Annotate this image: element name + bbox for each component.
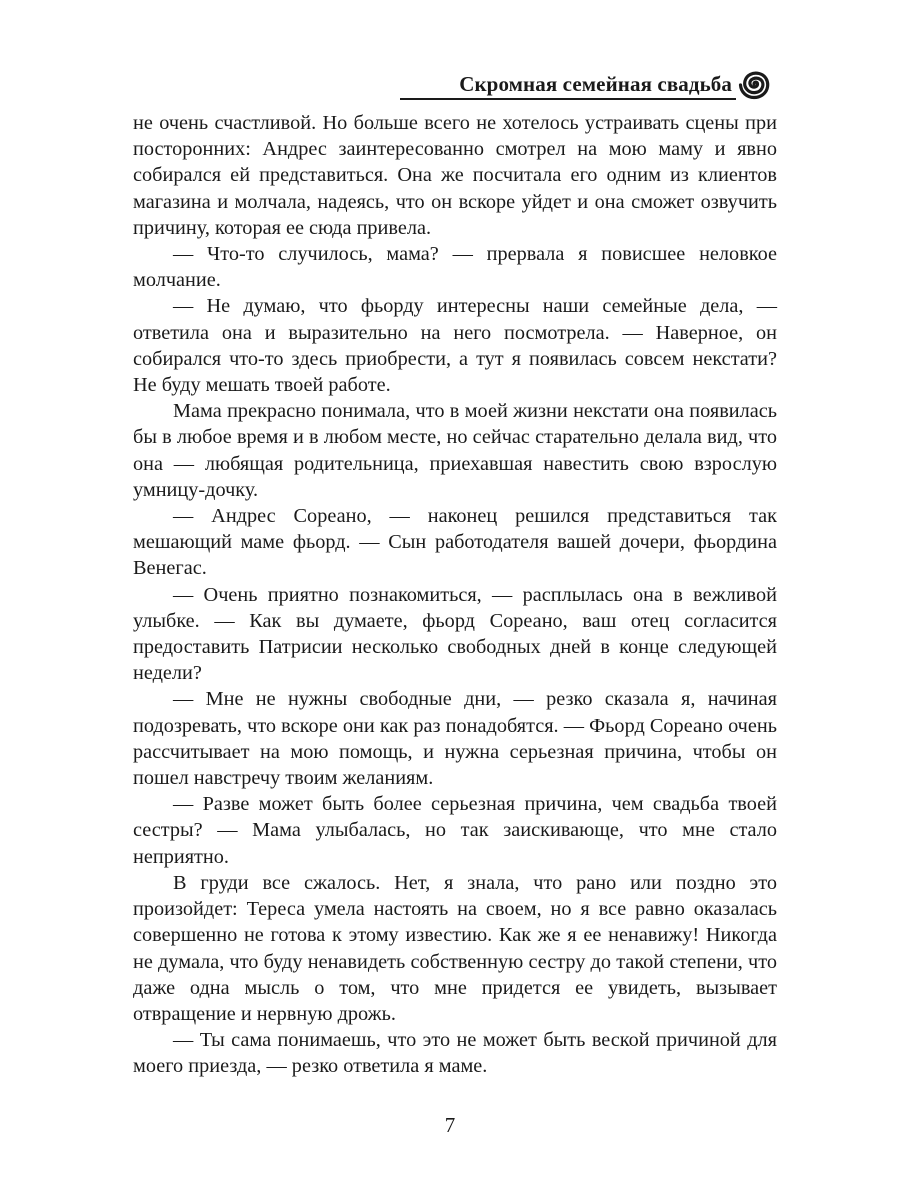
paragraph: В груди все сжалось. Нет, я знала, что рано или поздно это произойдет: Тереса умела настоять на своем, но я все равно оказалась совершенно не готова к этому известию. Как же я ее ненавижу! Никогда не думала, что буду ненавидеть собственную сестру до такой степени, что даже одна мысль о том, что мне придется ее увидеть, вызывает отвращение и нервную дрожь. [133, 871, 777, 1025]
paragraph-continued: не очень счастливой. Но больше всего не хотелось устраивать сцены при посторонних: Андрес заинтересованно смотрел на мою маму и явно собирался ей представиться. Она же посчитала его одним из клиентов магазина и молчала, надеясь, что он вскоре уйдет и она сможет озвучить причину, которая ее сюда привела. [133, 112, 777, 239]
paragraph: — Андрес Сореано, — наконец решился представиться так мешающий маме фьорд. — Сын работодателя вашей дочери, фьордина Венегас. [133, 505, 777, 580]
chapter-body-text [133, 110, 777, 1080]
paragraph: — Не думаю, что фьорду интересны наши семейные дела, — ответила она и выразительно на него посмотрела. — Наверное, он собирался что-то здесь приобрести, а тут я появилась совсем некстати? Не буду мешать твоей работе. [133, 295, 777, 397]
paragraph: Мама прекрасно понимала, что в моей жизни некстати она появилась бы в любое время и в любом месте, но сейчас старательно делала вид, что она — любящая родительница, приехавшая навестить свою взрослую умницу-дочку. [133, 400, 777, 501]
running-header-title: Скромная семейная свадьба [459, 72, 732, 96]
page-number: 7 [444, 1113, 456, 1137]
paragraph: — Очень приятно познакомиться, — расплылась она в вежливой улыбке. — Как вы думаете, фьорд Сореано, ваш отец согласится предоставить Патрисии несколько свободных дней в конце следующей недели? [133, 583, 777, 685]
header-rule [400, 98, 736, 100]
paragraph: — Что-то случилось, мама? — прервала я повисшее неловкое молчание. [133, 243, 777, 292]
paragraph: — Ты сама понимаешь, что это не может быть веской причиной для моего приезда, — резко ответила я маме. [133, 1029, 777, 1078]
paragraph: — Разве может быть более серьезная причина, чем свадьба твоей сестры? — Мама улыбалась, но так заискивающе, что мне стало неприятно. [133, 793, 777, 868]
running-header [400, 62, 772, 104]
paragraph: — Мне не нужны свободные дни, — резко сказала я, начиная подозревать, что вскоре они как раз понадобятся. — Фьорд Сореано очень рассчитывает на мою помощь, и нужна серьезная причина, чтобы он пошел навстречу твоим желаниям. [133, 688, 777, 790]
spiral-ornament-icon [736, 66, 772, 102]
